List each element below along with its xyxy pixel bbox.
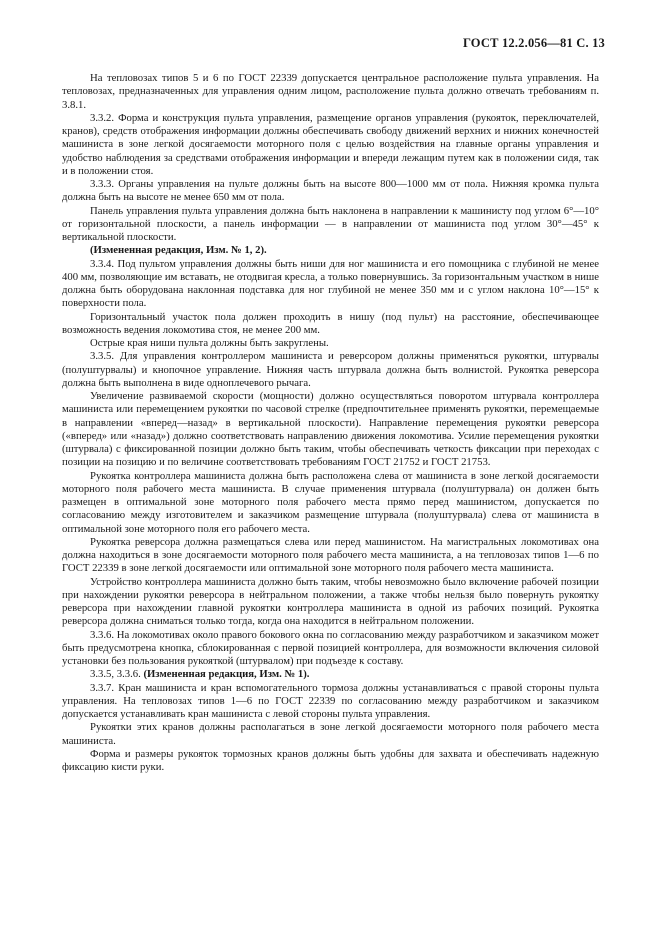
paragraph: На тепловозах типов 5 и 6 по ГОСТ 22339 допускается центральное расположение пульта управления. На тепловозах, предназначенных для управления одним лицом, расположение пульта должно отвечать требованиям п. 3.8.1. bbox=[62, 72, 599, 111]
paragraph: 3.3.3. Органы управления на пульте должны быть на высоте 800—1000 мм от пола. Нижняя кромка пульта должна быть на высоте не менее 650 мм от пола. bbox=[62, 178, 599, 204]
paragraph: 3.3.5. Для управления контроллером машиниста и реверсором должны применяться рукоятки, штурвалы (полуштурвалы) и кнопочное управление. Нижняя часть штурвала должна быть волнистой. Рукоятка реверсора должна быть выполнена в виде одноплечевого рычага. bbox=[62, 350, 599, 389]
paragraph: Панель управления пульта управления должна быть наклонена в направлении к машинисту под углом 6°—10° от горизонтальной плоскости, а панель информации — в направлении от машиниста под углом 30°—45° к вертикальной плоскости. bbox=[62, 204, 599, 243]
amendment-text: (Измененная редакция, Изм. № 1). bbox=[143, 668, 310, 681]
amendment-note: (Измененная редакция, Изм. № 1, 2). bbox=[90, 244, 267, 257]
paragraph: Устройство контроллера машиниста должно быть таким, чтобы невозможно было включение рабочей позиции при нахождении рукоятки реверсора в нейтральном положении, а также чтобы нельзя было повернуть рукоятку реверсора при нахождении главной рукоятки контроллера машиниста в одной из рабочих позиций. Рукоятка реверсора должна сниматься только тогда, когда она находится в нейтральном положении. bbox=[62, 575, 599, 628]
paragraph: Рукоятка контроллера машиниста должна быть расположена слева от машиниста в зоне легкой досягаемости моторного поля рабочего места машиниста. В случае применения штурвала (полуштурвала) он должен быть размещен в оптимальной зоне моторного поля рабочего места прямо перед машинистом, допускается по согласованию между изготовителем и заказчиком размещение штурвала (полуштурвала) слева от машиниста в оптимальной зоне моторного поля его рабочего места. bbox=[62, 469, 599, 535]
page-header: ГОСТ 12.2.056—81 С. 13 bbox=[462, 36, 605, 50]
paragraph: 3.3.7. Кран машиниста и кран вспомогательного тормоза должны устанавливаться с правой стороны пульта управления. На тепловозах типов 1—6 по ГОСТ 22339 по согласованию между разработчиком и заказчиком допускается устанавливать кран машиниста с левой стороны пульта управления. bbox=[62, 681, 599, 720]
document-body bbox=[62, 72, 599, 774]
paragraph: 3.3.6. На локомотивах около правого бокового окна по согласованию между разработчиком и заказчиком может быть предусмотрена кнопка, сблокированная с первой позицией контроллера, для возможности включения силовой установки без пользования рукояткой (штурвалом) при подъезде к составу. bbox=[62, 628, 599, 667]
amendment-prefix: 3.3.5, 3.3.6. bbox=[90, 668, 144, 681]
paragraph: Увеличение развиваемой скорости (мощности) должно осуществляться поворотом штурвала контроллера машиниста или перемещением рукоятки по часовой стрелке (предпочтительнее применять рукоятки, перемещаемые в направлении «вперед—назад» в вертикальной плоскости). Направление перемещения рукоятки реверсора («вперед» или «назад») должно соответствовать направлению движения локомотива. Усилие перемещения рукоятки (штурвала) с фиксированной позиции должно быть таким, чтобы обеспечивать четкость фиксации при переходах с позиции на позицию и по величине соответствовать требованиям ГОСТ 21752 и ГОСТ 21753. bbox=[62, 390, 599, 469]
paragraph: Рукоятка реверсора должна размещаться слева или перед машинистом. На магистральных локомотивах она должна находиться в зоне досягаемости моторного поля рабочего места машиниста, а на тепловозах типов 1—6 по ГОСТ 22339 в зоне легкой досягаемости или оптимальной зоне моторного поля рабочего места машиниста. bbox=[62, 535, 599, 575]
paragraph: 3.3.4. Под пультом управления должны быть ниши для ног машиниста и его помощника с глубиной не менее 400 мм, позволяющие им вставать, не отодвигая кресла, а только повернувшись. За горизонтальным участком в нише должна быть оборудована наклонная подставка для ног глубиной не менее 350 мм и с углом наклона 10°—15° к поверхности пола. bbox=[62, 257, 599, 310]
paragraph: Рукоятки этих кранов должны располагаться в зоне легкой досягаемости моторного поля рабочего места машиниста. bbox=[62, 721, 599, 747]
paragraph: 3.3.2. Форма и конструкция пульта управления, размещение органов управления (рукояток, переключателей, кранов), средств отображения информации должны обеспечивать свободу движений верхних и нижних конечностей машиниста в зоне легкой досягаемости моторного поля с целью воздействия на главные органы управления и удобство наблюдения за средствами отображения информации и впереди лежащим путем как в положении сидя, так и в положении стоя. bbox=[62, 111, 599, 177]
paragraph: Горизонтальный участок пола должен проходить в нишу (под пульт) на расстояние, обеспечивающее возможность ведения локомотива стоя, не менее 200 мм. bbox=[62, 310, 599, 336]
paragraph: Форма и размеры рукояток тормозных кранов должны быть удобны для захвата и обеспечивать надежную фиксацию кисти руки. bbox=[62, 747, 599, 773]
amendment-note bbox=[62, 668, 599, 681]
paragraph: Острые края ниши пульта должны быть закруглены. bbox=[90, 337, 329, 349]
